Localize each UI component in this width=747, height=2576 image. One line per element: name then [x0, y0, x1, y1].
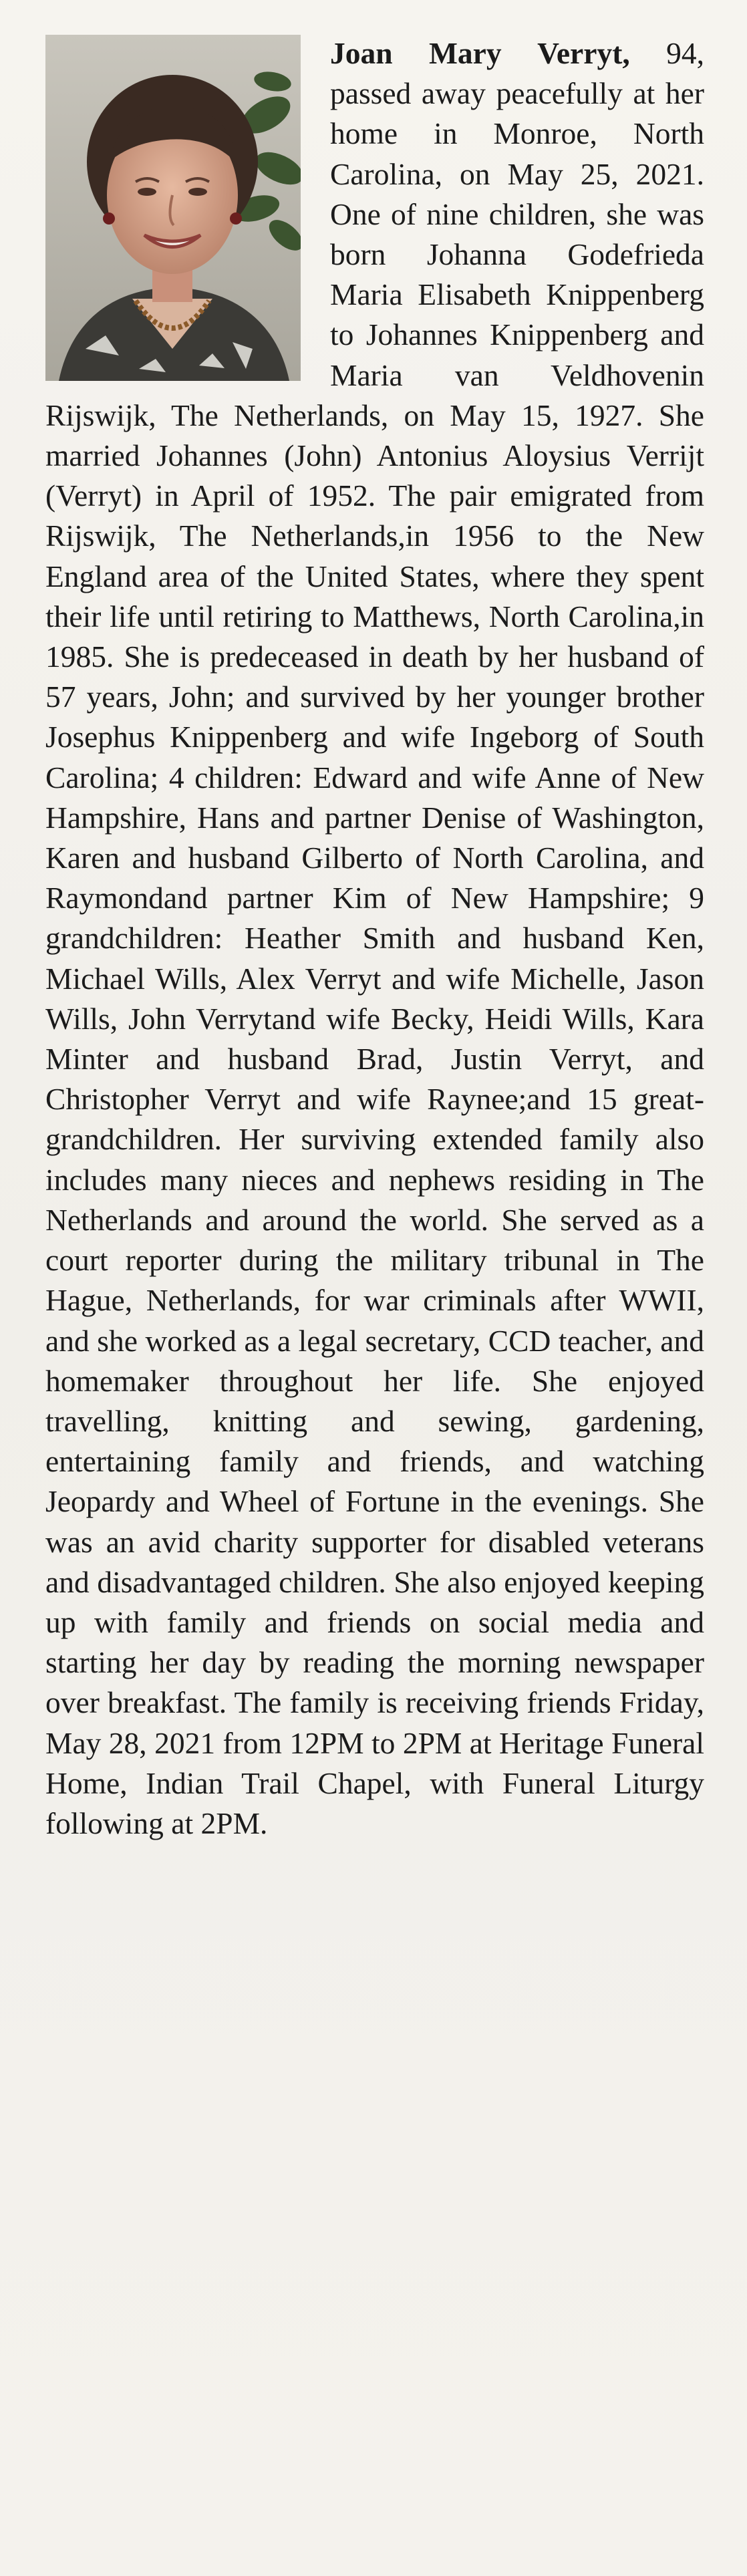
portrait-photo	[45, 35, 301, 381]
deceased-name: Joan Mary Verryt,	[330, 36, 630, 70]
obituary-text: 94, passed away peacefully at her home in Monroe, North Carolina, on May 25, 2021. One of nine children, she was born Johanna Godefrieda Maria Elisabeth Knippenberg to Johannes Knippenberg and Maria van Veldhovenin Rijswijk, The Netherlands, on May 15, 1927. She married Johannes (John) Antonius Aloysius Verrijt (Verryt) in April of 1952. The pair emigrated from Rijswijk, The Netherlands,in 1956 to the New England area of the United States, where they spent their life until retiring to Matthews, North Carolina,in 1985. She is predeceased in death by her husband of 57 years, John; and survived by her younger brother Josephus Knippenberg and wife Ingeborg of South Carolina; 4 children: Edward and wife Anne of New Hampshire, Hans and partner Denise of Washington, Karen and husband Gilberto of North Carolina, and Raymondand partner Kim of New Hampshire; 9 grandchildren: Heather Smith and husband Ken, Michael Wills, Alex Verryt and wife Michelle, Jason Wills, John Verrytand wife Becky, Heidi Wills, Kara Minter and husband Brad, Justin Verryt, and Christopher Verryt and wife Raynee;and 15 great-grandchildren. Her surviving extended family also includes many nieces and nephews residing in The Netherlands and around the world. She served as a court reporter during the military tribunal in The Hague, Netherlands, for war criminals after WWII, and she worked as a legal secretary, CCD teacher, and homemaker throughout her life. She enjoyed travelling, knitting and sewing, gardening, entertaining family and friends, and watching Jeopardy and Wheel of Fortune in the evenings. She was an avid charity supporter for disabled veterans and disadvantaged children. She also enjoyed keeping up with family and friends on social media and starting her day by reading the morning newspaper over breakfast. The family is receiving friends Friday, May 28, 2021 from 12PM to 2PM at Heritage Funeral Home, Indian Trail Chapel, with Funeral Liturgy following at 2PM.	[45, 36, 705, 1840]
obituary-article	[45, 33, 704, 1844]
portrait-image	[45, 35, 301, 381]
